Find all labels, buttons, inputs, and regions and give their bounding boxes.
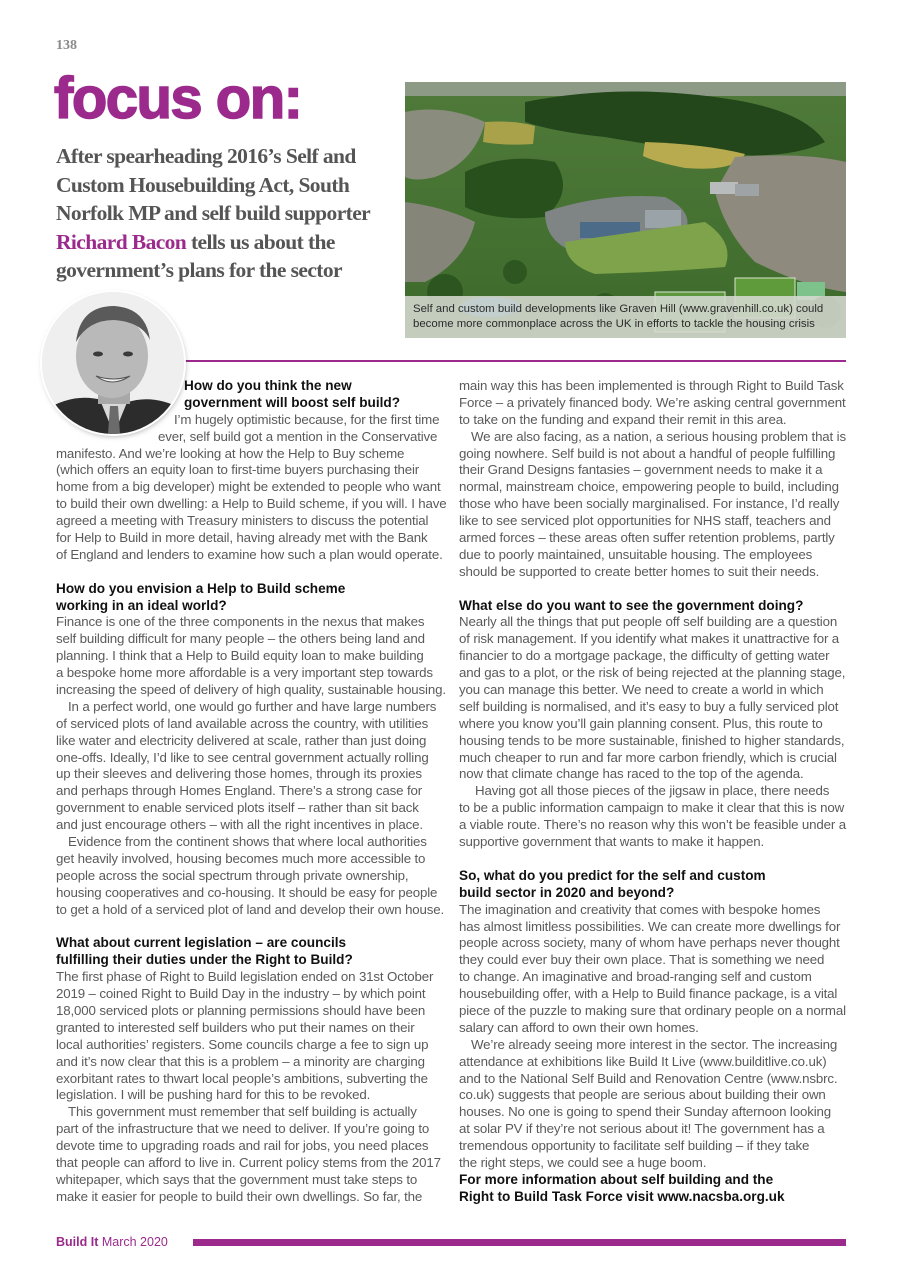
body-text-line: financier to do a mortgage package, the difficulty of getting water — [459, 648, 830, 664]
question-heading-line: So, what do you predict for the self and custom — [459, 867, 766, 883]
question-heading-line: government will boost self build? — [184, 394, 400, 410]
article-column-right — [459, 378, 844, 1206]
body-text-line: of serviced plots of land available across the country, with utilities — [56, 715, 429, 731]
body-text-line: agreed a meeting with Treasury ministers to discuss the potential — [56, 513, 429, 529]
body-text-line: ever, self build got a mention in the Conservative — [158, 428, 438, 444]
body-text-line: now that climate change has raced to the top of the agenda. — [459, 766, 804, 782]
paragraph-gap — [459, 851, 844, 868]
footer-publication — [56, 1235, 168, 1249]
body-text-line: devote time to upgrading roads and rail for jobs, you need places — [56, 1138, 429, 1154]
body-text-line: to build their own dwelling: a Help to Build scheme, if you will. I have — [56, 496, 447, 512]
body-text-line: and perhaps through Homes England. There’s a strong case for — [56, 783, 423, 799]
paragraph-gap — [459, 581, 844, 598]
body-text-line: attendance at exhibitions like Build It Live (www.builditlive.co.uk) — [459, 1053, 827, 1069]
body-text-line: co.uk) suggests that people are serious about building their own — [459, 1087, 826, 1103]
body-text-line: the right steps, we could see a huge boom. — [459, 1154, 707, 1170]
body-text-line: manifesto. And we’re looking at how the Help to Buy scheme — [56, 445, 405, 461]
question-heading-line: How do you think the new — [184, 378, 352, 393]
body-text-line: housebuilding offer, with a Help to Build finance package, is a vital — [459, 986, 838, 1002]
body-text-line: granted to interested self builders who put their names on their — [56, 1019, 415, 1035]
body-text-line: main way this has been implemented is through Right to Build Task — [459, 378, 844, 393]
body-text-line: those who have been socially marginalised. For instance, I’d really — [459, 496, 840, 512]
body-text-line: We’re already seeing more interest in the sector. The increasing — [471, 1036, 838, 1052]
section-kicker: focus on: — [54, 66, 302, 131]
body-text-line: housing cooperatives and co-housing. It should be easy for people — [56, 884, 438, 900]
body-text-line: 18,000 serviced plots or planning permissions should have been — [56, 1002, 426, 1018]
body-text-line: self building difficult for many people – the others being land and — [56, 631, 425, 647]
page-number: 138 — [56, 38, 77, 53]
standfirst — [56, 142, 401, 285]
question-heading-line: What else do you want to see the government doing? — [459, 597, 804, 613]
magazine-name: Build It — [56, 1235, 99, 1249]
body-text-line: and just encourage others – with all the right incentives in place. — [56, 817, 423, 833]
body-text-line: 2019 – coined Right to Build Day in the industry – by which point — [56, 986, 426, 1002]
body-text-line: I’m hugely optimistic because, for the first time — [174, 411, 440, 427]
body-text-line: increasing the speed of delivery of high quality, sustainable housing. — [56, 682, 446, 698]
standfirst-line: Norfolk MP and self build supporter — [56, 201, 371, 225]
body-text-line: government to enable serviced plots itself – rather than sit back — [56, 800, 419, 816]
standfirst-line: After spearheading 2016’s Self and — [56, 144, 356, 168]
body-text-line: to take on the funding and expand their remit in this area. — [459, 411, 787, 427]
footer-bar — [193, 1239, 846, 1246]
body-text-line: whitepaper, which says that the government must take steps to — [56, 1171, 418, 1187]
body-text-line: In a perfect world, one would go further and have large numbers — [68, 698, 437, 714]
body-text-line: people across the social spectrum through private ownership, — [56, 867, 409, 883]
body-text-line: like water and electricity delivered at scale, rather than just doing — [56, 732, 427, 748]
body-text-line: they could ever buy their own place. That is something we need — [459, 952, 825, 968]
question-heading-line: Right to Build Task Force visit www.nacsba.org.uk — [459, 1188, 785, 1204]
body-text-line: one-offs. Ideally, I’d like to see central government actually rolling — [56, 749, 429, 765]
body-text-line: The imagination and creativity that comes with bespoke homes — [459, 901, 821, 917]
body-text-line: to get a hold of a serviced plot of land and develop their own house. — [56, 901, 445, 917]
body-text-line: to be a public information campaign to make it clear that this is now — [459, 800, 845, 816]
section-divider — [180, 360, 846, 362]
body-text-line: self building is normalised, and it’s easy to buy a fully serviced plot — [459, 698, 839, 714]
question-heading-line: For more information about self building and the — [459, 1171, 774, 1187]
body-text-line: and gas to a plot, or the risk of being rejected at the planning stage, — [459, 665, 846, 681]
paragraph-gap — [56, 919, 441, 936]
body-text-line: at solar PV if they’re not serious about it! The government has a — [459, 1121, 825, 1137]
body-text-line: Force – a privately financed body. We’re asking central government — [459, 394, 846, 410]
body-text-line: piece of the puzzle to making sure that ordinary people on a normal — [459, 1002, 846, 1018]
body-text-line: people across society, many of whom have perhaps never thought — [459, 935, 840, 951]
body-text-line: This government must remember that self building is actually — [68, 1104, 417, 1120]
body-text-line: local authorities’ registers. Some councils charge a fee to sign up — [56, 1036, 429, 1052]
body-text-line: home from a big developer) might be extended to people who want — [56, 479, 441, 495]
body-text-line: and it’s now clear that this is a problem – a minority are charging — [56, 1053, 425, 1069]
standfirst-line: government’s plans for the sector — [56, 258, 342, 282]
question-heading-line: How do you envision a Help to Build scheme — [56, 580, 346, 596]
body-text-line: Nearly all the things that put people off self building are a question — [459, 614, 838, 630]
issue-date: March 2020 — [101, 1235, 168, 1249]
body-text-line: where you know you’ll gain planning consent. Plus, this route to — [459, 715, 823, 731]
body-text-line: and to the National Self Build and Renovation Centre (www.nsbrc. — [459, 1070, 838, 1086]
body-text-line: Having got all those pieces of the jigsaw in place, there needs — [475, 783, 830, 799]
body-text-line: armed forces – these areas often suffer retention problems, partly — [459, 530, 835, 546]
body-text-line: has almost limitless possibilities. We can create more dwellings for — [459, 918, 841, 934]
body-text-line: part of the infrastructure that we need to deliver. If you’re going to — [56, 1121, 430, 1137]
body-text-line: their Grand Designs fantasies – government needs to make it a — [459, 462, 823, 478]
body-text-line: much cheaper to run and far more carbon friendly, which is crucial — [459, 749, 837, 765]
standfirst-line: Richard Bacon tells us about the — [56, 229, 335, 254]
caption-line: become more commonplace across the UK in efforts to tackle the housing crisis — [413, 318, 815, 330]
body-text-line: supportive government that wants to make it happen. — [459, 834, 765, 850]
body-text-line: Finance is one of the three components in the nexus that makes — [56, 614, 425, 630]
photo-caption — [405, 296, 846, 338]
body-text-line: housing tends to be more sustainable, finished to higher standards, — [459, 732, 845, 748]
body-text-line: exorbitant rates to thwart local people’s ambitions, subverting the — [56, 1070, 428, 1086]
body-text-line: a viable route. There’s no reason why this won’t be feasible under a — [459, 817, 846, 833]
body-text-line: should be supported to create better homes to suit their needs. — [459, 563, 820, 579]
body-text-line: make it easier for people to build their own dwellings. So far, the — [56, 1188, 423, 1204]
body-text-line: a bespoke home more affordable is a very important step towards — [56, 665, 433, 681]
question-heading-line: fulfilling their duties under the Right to Build? — [56, 952, 353, 968]
body-text-line: salary can afford to own their own homes. — [459, 1019, 699, 1035]
body-text-line: houses. No one is going to spend their Sunday afternoon looking — [459, 1104, 831, 1120]
question-heading-line: build sector in 2020 and beyond? — [459, 884, 675, 900]
aerial-photo — [405, 82, 846, 338]
body-text-line: that people can afford to live in. Current policy stems from the 2017 — [56, 1154, 441, 1170]
standfirst-line: Custom Housebuilding Act, South — [56, 172, 350, 197]
body-text-line: The first phase of Right to Build legislation ended on 31st October — [56, 969, 434, 985]
body-text-line: tremendous opportunity to facilitate self building – if they take — [459, 1138, 810, 1154]
question-heading-line: What about current legislation – are councils — [56, 935, 347, 951]
body-text-line: you can manage this better. We need to create a world in which — [459, 682, 824, 698]
question-heading-line: working in an ideal world? — [56, 597, 227, 613]
body-text-line: normal, mainstream choice, empowering people to build, including — [459, 479, 839, 495]
interviewee-name: Richard Bacon — [56, 229, 187, 254]
body-text-line: legislation. I will be pushing hard for this to be revoked. — [56, 1087, 371, 1103]
body-text-line: for Help to Build in more detail, having already met with the Bank — [56, 530, 428, 546]
body-text-line: We are also facing, as a nation, a serious housing problem that is — [471, 428, 846, 444]
body-text-line: like to see serviced plot opportunities for NHS staff, teachers and — [459, 513, 831, 529]
body-text-line: of risk management. If you identify what makes it unattractive for a — [459, 631, 840, 647]
body-text-line: Evidence from the continent shows that where local authorities — [68, 834, 427, 850]
caption-line: Self and custom build developments like Graven Hill (www.gravenhill.co.uk) could — [413, 303, 824, 315]
body-text-line: get heavily involved, housing becomes much more accessible to — [56, 850, 426, 866]
body-text-line: to change. An imaginative and broad-ranging self and custom — [459, 969, 812, 985]
body-text-line: of England and lenders to examine how such a plan would operate. — [56, 546, 443, 562]
paragraph-gap — [56, 564, 441, 581]
body-text-line: due to poorly maintained, unsuitable housing. The employees — [459, 546, 813, 562]
body-text-line: going nowhere. Self build is not about a handful of people fulfilling — [459, 445, 836, 461]
body-text-line: planning. I think that a Help to Build equity loan to make building — [56, 648, 424, 664]
body-text-line: (which offers an equity loan to first-time buyers purchasing their — [56, 462, 420, 478]
body-text-line: up their sleeves and delivering those homes, through its proxies — [56, 766, 422, 782]
article-column-left — [56, 378, 447, 1206]
